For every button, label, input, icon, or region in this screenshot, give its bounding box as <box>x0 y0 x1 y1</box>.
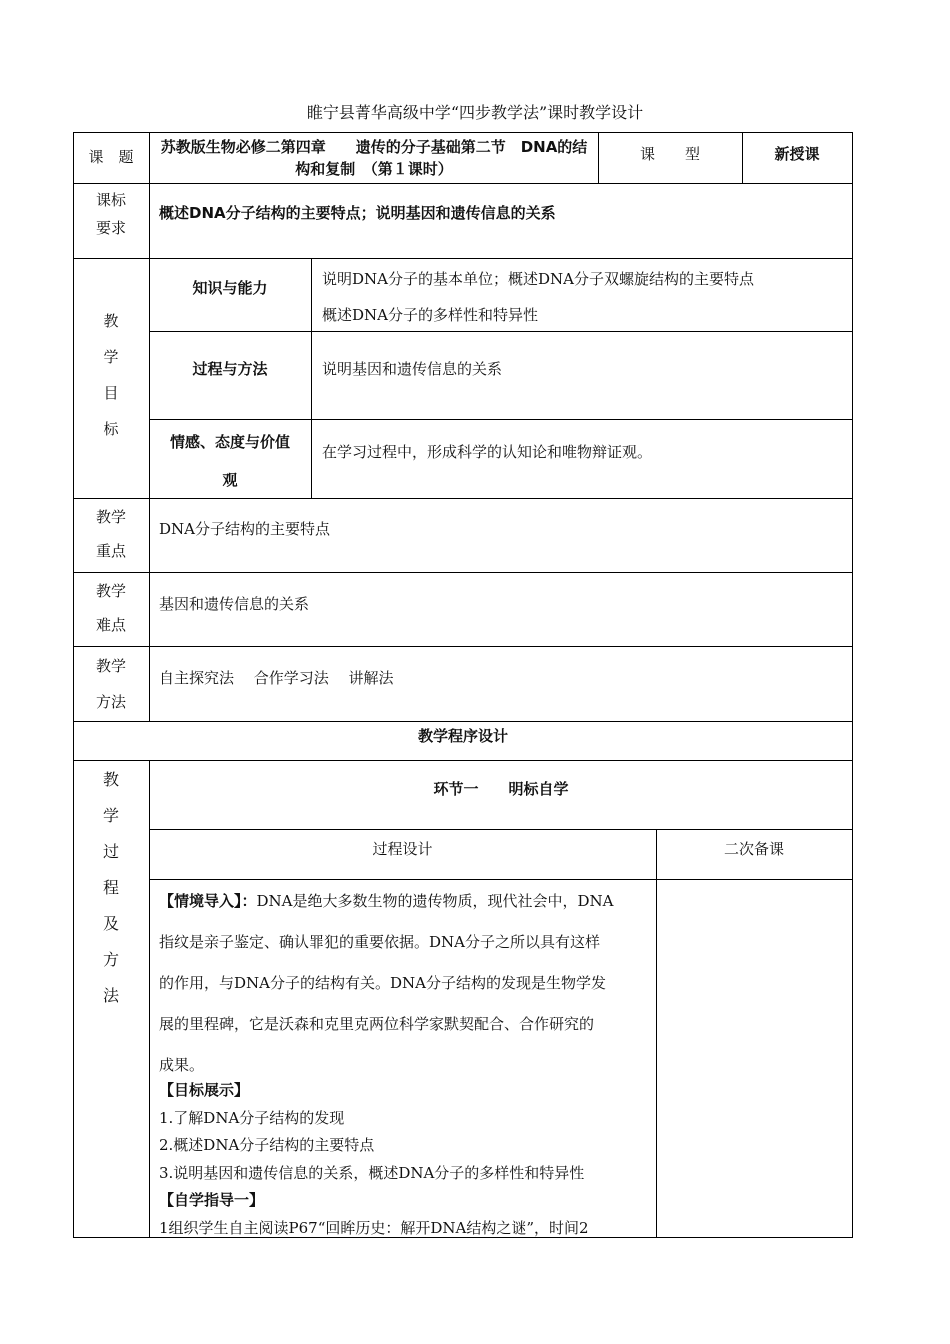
emotion-value: 在学习过程中，形成科学的认知论和唯物辩证观。 <box>322 443 653 461</box>
key-point-value: DNA分子结构的主要特点 <box>159 520 330 538</box>
process-label-char: 过 <box>102 842 119 861</box>
topic-label: 课 题 <box>88 148 134 166</box>
standard-label <box>73 186 149 242</box>
intro-line <box>159 881 651 922</box>
page-title: 睢宁县菁华高级中学“四步教学法”课时教学设计 <box>306 103 644 122</box>
row-divider <box>73 183 853 184</box>
goals-label-char: 教 <box>103 312 119 330</box>
emotion-label-line: 观 <box>222 471 238 489</box>
process-label-char: 法 <box>102 986 119 1005</box>
goal-item: 3.说明基因和遗传信息的关系，概述DNA分子的多样性和特异性 <box>159 1163 585 1182</box>
goals-label-char: 目 <box>103 384 119 402</box>
row-divider <box>73 258 853 259</box>
goals-label <box>73 303 149 447</box>
col-divider <box>656 829 657 1237</box>
table-border-right <box>852 132 853 1237</box>
goals-label-char: 标 <box>103 420 119 438</box>
standard-label-line: 要求 <box>95 219 126 237</box>
process-label-char: 及 <box>102 914 119 933</box>
method-label-line: 教学 <box>95 657 126 675</box>
process-column-label <box>73 762 149 1014</box>
process-label-char: 教 <box>102 770 119 789</box>
intro-text: DNA是绝大多数生物的遗传物质，现代社会中，DNA <box>256 892 614 910</box>
col-divider <box>311 258 312 498</box>
col-design-header: 过程设计 <box>372 840 433 858</box>
process-label-char: 程 <box>102 878 119 897</box>
intro-line: 成果。 <box>159 1056 205 1074</box>
standard-value: 概述DNA分子结构的主要特点；说明基因和遗传信息的关系 <box>159 204 556 222</box>
process-label-char: 方 <box>102 950 119 969</box>
standard-label-line: 课标 <box>95 191 126 209</box>
knowledge-line: 说明DNA分子的基本单位；概述DNA分子双螺旋结构的主要特点 <box>322 270 754 288</box>
knowledge-value <box>322 261 847 333</box>
method-label <box>73 648 149 720</box>
goal-heading: 【目标展示】 <box>159 1081 250 1099</box>
key-point-label-line: 重点 <box>95 542 126 560</box>
goals-label-char: 学 <box>103 348 119 366</box>
key-point-label <box>73 500 149 568</box>
process-value: 说明基因和遗传信息的关系 <box>322 360 503 378</box>
row-divider <box>149 879 853 880</box>
intro-line: 指纹是亲子鉴定、确认罪犯的重要依据。DNA分子之所以具有这样 <box>159 933 600 951</box>
guide-line: 1组织学生自主阅读P67“回眸历史：解开DNA结构之谜”，时间2 <box>159 1218 589 1237</box>
process-label-char: 学 <box>102 806 119 825</box>
difficulty-value: 基因和遗传信息的关系 <box>159 595 310 613</box>
guide-heading: 【自学指导一】 <box>159 1191 265 1209</box>
intro-section <box>159 881 651 1086</box>
goal-item: 2.概述DNA分子结构的主要特点 <box>159 1136 375 1154</box>
row-divider <box>149 419 853 420</box>
stage-title: 环节一 明标自学 <box>433 780 569 798</box>
row-divider <box>73 572 853 573</box>
difficulty-label-line: 教学 <box>95 582 126 600</box>
process-label: 过程与方法 <box>192 360 268 378</box>
topic-value: 苏教版生物必修二第四章 遗传的分子基础第二节 DNA的结构和复制 （第１课时） <box>160 138 588 178</box>
intro-line: 展的里程碑，它是沃森和克里克两位科学家默契配合、合作研究的 <box>159 1015 595 1033</box>
emotion-label-line: 情感、态度与价值 <box>169 433 290 451</box>
knowledge-line: 概述DNA分子的多样性和特异性 <box>322 306 538 324</box>
goals-section <box>159 1077 651 1242</box>
type-value: 新授课 <box>774 145 820 163</box>
row-divider <box>73 646 853 647</box>
difficulty-label-line: 难点 <box>95 616 126 634</box>
intro-heading: 【情境导入】： <box>159 892 257 910</box>
knowledge-label: 知识与能力 <box>192 279 268 297</box>
program-title: 教学程序设计 <box>417 727 508 745</box>
method-label-line: 方法 <box>95 693 126 711</box>
emotion-label <box>149 423 311 499</box>
difficulty-label <box>73 574 149 642</box>
key-point-label-line: 教学 <box>95 508 126 526</box>
type-label: 课 型 <box>639 145 700 163</box>
method-value: 自主探究法 合作学习法 讲解法 <box>159 669 394 687</box>
intro-line: 的作用，与DNA分子的结构有关。DNA分子结构的发现是生物学发 <box>159 974 606 992</box>
goal-item: 1.了解DNA分子结构的发现 <box>159 1108 345 1127</box>
col-second-header: 二次备课 <box>723 840 784 858</box>
